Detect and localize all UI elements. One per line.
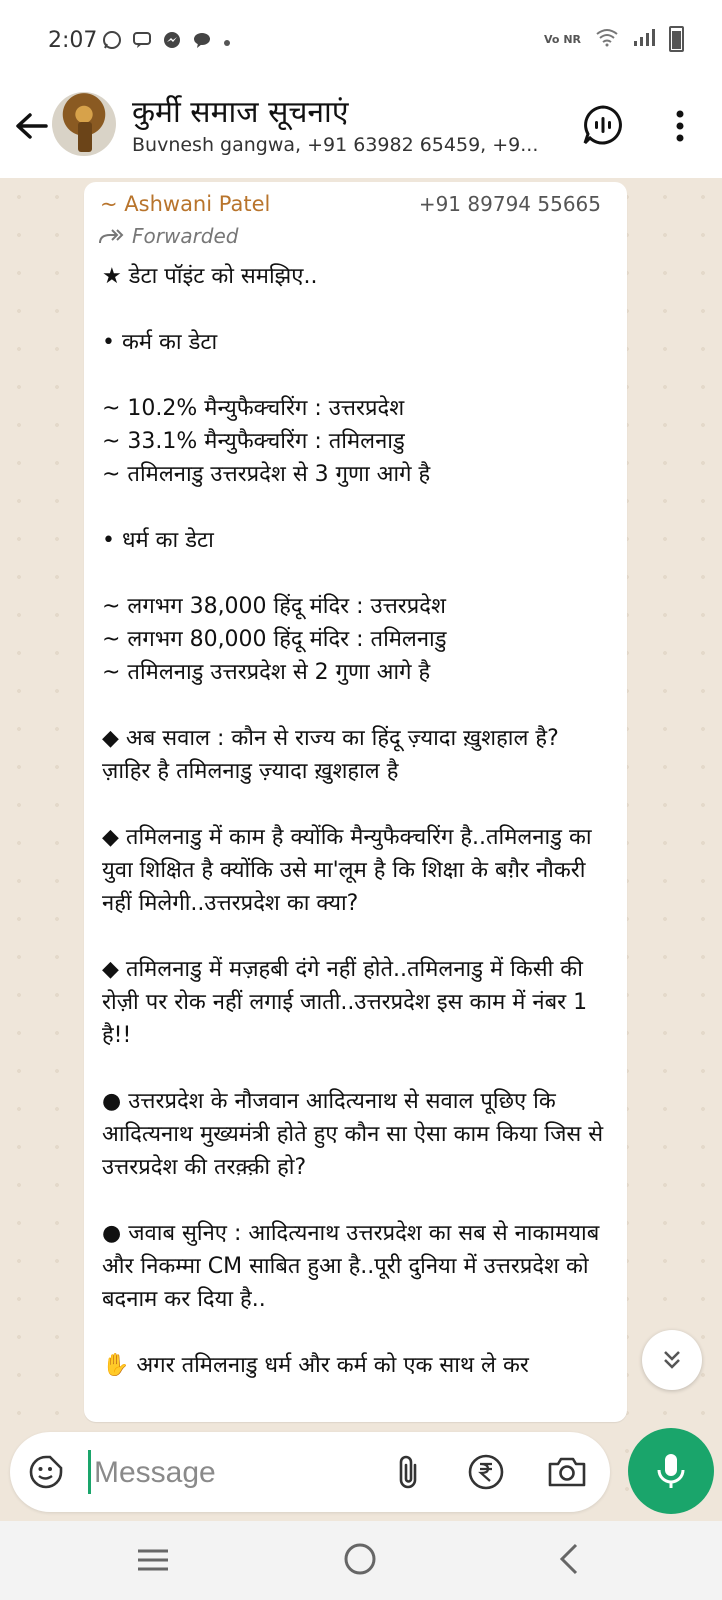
group-title[interactable]: कुर्मी समाज सूचनाएं	[132, 95, 349, 130]
chat-icon	[132, 30, 152, 55]
microphone-icon	[653, 1451, 689, 1491]
sticker-emoji-icon[interactable]	[28, 1454, 64, 1490]
message-input[interactable]	[92, 1446, 376, 1500]
camera-icon[interactable]	[546, 1452, 588, 1492]
voice-message-button[interactable]	[628, 1428, 714, 1514]
volte-label: Vo NR	[544, 32, 581, 46]
message-text: ★ डेटा पॉइंट को समझिए.. • कर्म का डेटा ~ 10.2% मैन्युफैक्चरिंग : उत्तरप्रदेश ~ 33.1% मैन्युफैक्चरिंग : तमिलनाडु ~ तमिलनाडु उत्तरप्रदेश से 3 गुणा आगे है • धर्म का डेटा ~ लगभग 38,000 हिंदू मंदिर : उत्तरप्रदेश ~ लगभग 80,000 हिंदू मंदिर : तमिलनाडु ~ तमिलनाडु उत्तरप्रदेश से 2 गुणा आगे है ◆ अब सवाल : कौन से राज्य का हिंदू ज़्यादा ख़ुशहाल है? ज़ाहिर है तमिलनाडु ज़्यादा ख़ुशहाल है ◆ तमिलनाडु में काम है क्योंकि मैन्युफैक्चरिंग है..तमिलनाडु का युवा शिक्षित है क्योंकि उसे मा'लूम है कि शिक्षा के बग़ैर नौकरी नहीं मिलेगी..उत्तरप्रदेश का क्या? ◆ तमिलनाडु में मज़हबी दंगे नहीं होते..तमिलनाडु में किसी की रोज़ी पर रोक नहीं लगाई जाती..उत्तरप्रदेश इस काम में नंबर 1 है!! ● उत्तरप्रदेश के नौजवान आदित्यनाथ से सवाल पूछिए कि आदित्यनाथ मुख्यमंत्री होते हुए कौन सा ऐसा काम किया जिस से उत्तरप्रदेश की तरक़्क़ी हो? ● जवाब सुनिए : आदित्यनाथ उत्तरप्रदेश का सब से नाकामयाब और निकम्मा CM साबित हुआ है..पूरी दुनिया में उत्तरप्रदेश को बदनाम कर दिया है.. ✋ अगर तमिलनाडु धर्म और कर्म को एक साथ ले कर	[102, 264, 604, 1378]
forwarded-icon	[98, 227, 124, 245]
forwarded-label: Forwarded	[132, 224, 239, 248]
wifi-icon	[595, 27, 619, 51]
message-bubble[interactable]	[84, 182, 627, 1422]
back-arrow-icon[interactable]	[12, 106, 52, 146]
status-time: 2:07	[48, 28, 98, 53]
group-avatar[interactable]	[52, 92, 116, 156]
message-bubble-icon	[192, 30, 212, 55]
notification-icons	[102, 30, 232, 55]
sender-phone: +91 89794 55665	[418, 192, 601, 216]
group-participants[interactable]: Buvnesh gangwa, +91 63982 65459, +9...	[132, 134, 539, 156]
voice-chat-icon[interactable]	[582, 104, 624, 146]
chat-header	[0, 88, 722, 178]
status-bar	[0, 0, 722, 88]
message-input-bar	[10, 1432, 610, 1512]
forwarded-indicator	[98, 224, 239, 248]
battery-icon	[669, 26, 684, 52]
messenger-icon	[162, 30, 182, 55]
sender-name[interactable]: ~ Ashwani Patel	[100, 192, 271, 216]
chat-area[interactable]	[0, 178, 722, 1521]
more-options-icon[interactable]	[668, 106, 692, 146]
system-navigation-bar	[0, 1521, 722, 1600]
scroll-to-bottom-button[interactable]	[642, 1330, 702, 1390]
home-icon[interactable]	[342, 1541, 378, 1577]
dot-icon	[222, 32, 232, 53]
payment-rupee-icon[interactable]	[466, 1452, 506, 1492]
double-chevron-down-icon	[659, 1347, 685, 1373]
attach-icon[interactable]	[388, 1452, 428, 1492]
text-cursor	[88, 1450, 91, 1494]
nav-back-icon[interactable]	[556, 1541, 582, 1577]
recent-apps-icon[interactable]	[136, 1543, 170, 1577]
whatsapp-icon	[102, 30, 122, 55]
system-status-icons	[544, 26, 684, 52]
signal-icon	[633, 27, 655, 51]
